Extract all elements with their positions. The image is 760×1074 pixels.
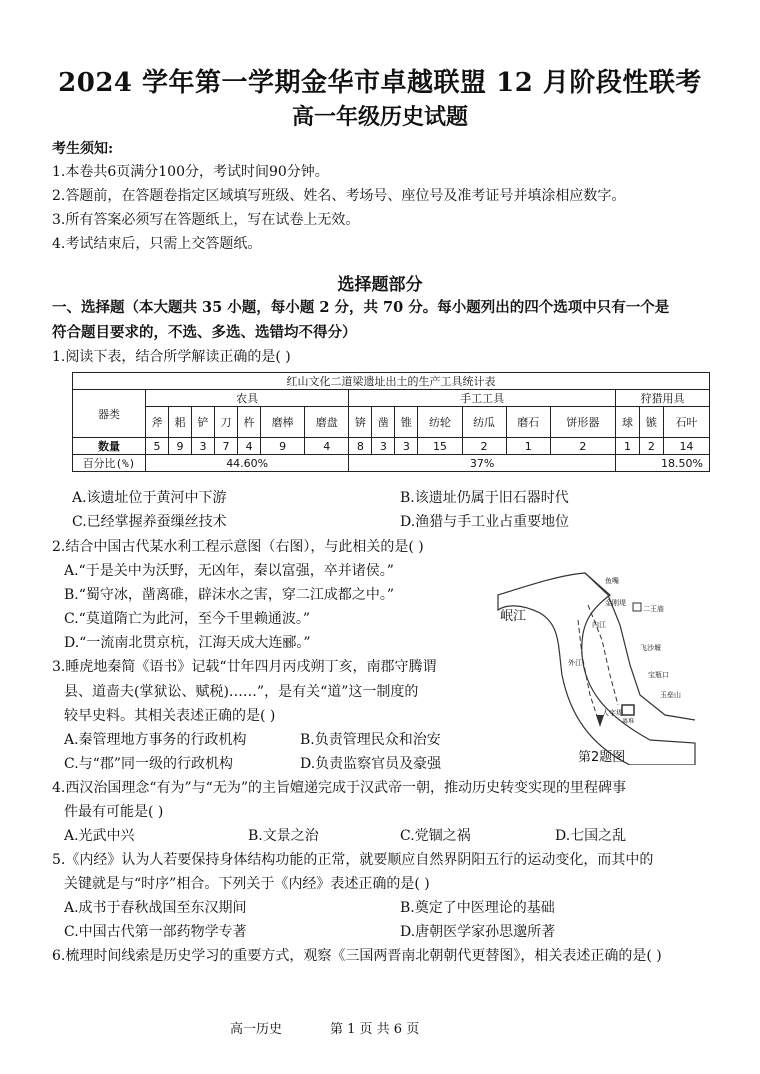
tool-name: 锛: [349, 407, 372, 438]
tool-name: 镞: [639, 407, 663, 438]
count-cell: 9: [261, 438, 305, 455]
map-label: 内江: [592, 621, 606, 629]
tools-statistics-table: [72, 372, 710, 472]
table-caption: 红山文化二道梁遗址出土的生产工具统计表: [73, 373, 710, 390]
question-stem: 5.《内经》认为人若要保持身体结构功能的正常，就要顺应自然界阴阳五行的运动变化，而其中的: [52, 852, 654, 868]
option: C.已经掌握养蚕缫丝技术: [72, 514, 227, 530]
option: A.光武中兴: [64, 828, 135, 844]
map-label: 离堆: [622, 718, 635, 725]
option: D.负责监察官员及豪强: [300, 756, 442, 772]
tool-name: 纺瓜: [462, 407, 506, 438]
count-cell: 3: [395, 438, 418, 455]
count-cell: 4: [238, 438, 261, 455]
tool-name: 磨盘: [305, 407, 349, 438]
count-cell: 2: [462, 438, 506, 455]
count-cell: 1: [615, 438, 639, 455]
option: B.奠定了中医理论的基础: [400, 900, 555, 916]
count-cell: 2: [550, 438, 615, 455]
tool-name: 磨棒: [261, 407, 305, 438]
group-header: 农具: [146, 390, 349, 407]
map-label: 飞沙堰: [640, 644, 661, 652]
question-stem-line: 件最有可能是( ): [64, 804, 164, 820]
percent-cell: 37%: [349, 455, 616, 472]
option: A.该遗址位于黄河中下游: [72, 490, 227, 506]
group-header: 狩猎用具: [615, 390, 709, 407]
group-header: 手工工具: [349, 390, 616, 407]
count-label: 数量: [73, 438, 146, 455]
map-river-label: 岷江: [500, 609, 527, 624]
map-label: 玉垒山: [660, 691, 681, 699]
count-cell: 7: [215, 438, 238, 455]
count-cell: 2: [639, 438, 663, 455]
notice-heading: 考生须知:: [52, 141, 114, 157]
option: A.秦管理地方事务的行政机构: [64, 732, 247, 748]
notice-item: 1.本卷共6页满分100分，考试时间90分钟。: [52, 164, 329, 180]
tool-name: 刀: [215, 407, 238, 438]
question-stem: 1.阅读下表，结合所学解读正确的是( ): [52, 349, 291, 365]
count-cell: 4: [305, 438, 349, 455]
map-label: 二王庙: [643, 605, 664, 613]
count-cell: 9: [169, 438, 192, 455]
question-stem-line: 较早史料。其相关表述正确的是( ): [64, 708, 276, 724]
question-stem: 4.西汉治国理念“有为”与“无为”的主旨嬗递完成于汉武帝一朝，推动历史转变实现的里程碑事: [52, 780, 626, 796]
tool-name: 石叶: [663, 407, 709, 438]
tool-name: 铲: [192, 407, 215, 438]
option: C.“莫道隋亡为此河，至今千里赖通波。”: [64, 611, 310, 627]
instructions-line: 一、选择题（本大题共 35 小题，每小题 2 分，共 70 分。每小题列出的四个选项中只有一个是: [52, 299, 670, 316]
exam-subtitle: 高一年级历史试题: [291, 104, 468, 130]
instructions-line: 符合题目要求的，不选、多选、选错均不得分）: [52, 324, 357, 341]
outer-river-arrow: [578, 620, 600, 725]
count-cell: 15: [418, 438, 462, 455]
question-stem: 6.梳理时间线索是历史学习的重要方式，观察《三国两晋南北朝朝代更替图》，相关表述正确的是( ): [52, 948, 662, 964]
option: D.“一流南北贯京杭，江海天成大连郦。”: [64, 635, 311, 651]
river-outline: [498, 573, 695, 765]
count-cell: 3: [372, 438, 395, 455]
question-stem: 3.睡虎地秦简《语书》记载“廿年四月丙戌朔丁亥，南郡守腾谓: [52, 659, 437, 675]
option: B.负责管理民众和治安: [300, 732, 441, 748]
option: B.该遗址仍属于旧石器时代: [400, 490, 569, 506]
map-label: 人字堤: [602, 709, 623, 717]
percent-label: 百分比(%): [73, 455, 146, 472]
tool-name: 球: [615, 407, 639, 438]
percent-cell: 44.60%: [146, 455, 349, 472]
option: A.“于是关中为沃野，无凶年，秦以富强，卒并诸侯。”: [64, 563, 394, 579]
tool-name: 磨石: [506, 407, 550, 438]
map-label: 外江: [568, 659, 582, 667]
notice-item: 4.考试结束后，只需上交答题纸。: [52, 236, 262, 252]
option: A.成书于春秋战国至东汉期间: [64, 900, 247, 916]
row-header-type: 器类: [73, 390, 146, 438]
option: B.文景之治: [248, 828, 319, 844]
tool-name: 耜: [169, 407, 192, 438]
option: D.七国之乱: [555, 828, 627, 844]
count-cell: 8: [349, 438, 372, 455]
notice-item: 2.答题前，在答题卷指定区域填写班级、姓名、考场号、座位号及准考证号并填涂相应数字。: [52, 188, 626, 204]
tool-name: 杵: [238, 407, 261, 438]
option: C.与“郡”同一级的行政机构: [64, 756, 233, 772]
notice-item: 3.所有答案必须写在答题纸上，写在试卷上无效。: [52, 212, 360, 228]
dujiangyan-map: [490, 565, 700, 765]
map-label: 宝瓶口: [648, 671, 669, 679]
lidui-icon: [622, 705, 634, 715]
tool-name: 锥: [395, 407, 418, 438]
tool-name: 凿: [372, 407, 395, 438]
question-stem-line: 关键就是与“时序”相合。下列关于《内经》表述正确的是( ): [64, 876, 430, 892]
question-stem-line: 县、道啬夫(掌狱讼、赋税)……”，是有关“道”这一制度的: [64, 684, 419, 700]
option: B.“蜀守冰，凿离碓，辟沫水之害，穿二江成都之中。”: [64, 587, 395, 603]
count-cell: 5: [146, 438, 169, 455]
footer-subject: 高一历史: [230, 1022, 283, 1037]
footer-page: 第 1 页 共 6 页: [330, 1022, 420, 1037]
option: D.渔猎与手工业占重要地位: [400, 514, 570, 530]
map-label: 鱼嘴: [605, 577, 619, 585]
map-caption: 第2题图: [578, 750, 626, 765]
tool-name: 纺轮: [418, 407, 462, 438]
question-stem: 2.结合中国古代某水利工程示意图（右图），与此相关的是( ): [52, 539, 424, 555]
count-cell: 1: [506, 438, 550, 455]
tool-name: 饼形器: [550, 407, 615, 438]
tool-name: 斧: [146, 407, 169, 438]
map-label: 金刚堤: [605, 599, 626, 607]
option: D.唐朝医学家孙思邈所著: [400, 924, 556, 940]
section-title: 选择题部分: [337, 275, 423, 295]
option: C.党锢之祸: [400, 828, 471, 844]
temple-icon: [633, 603, 641, 611]
exam-title: 2024 学年第一学期金华市卓越联盟 12 月阶段性联考: [58, 68, 702, 98]
percent-cell: 18.50%: [615, 455, 709, 472]
count-cell: 14: [663, 438, 709, 455]
option: C.中国古代第一部药物学专著: [64, 924, 247, 940]
count-cell: 3: [192, 438, 215, 455]
